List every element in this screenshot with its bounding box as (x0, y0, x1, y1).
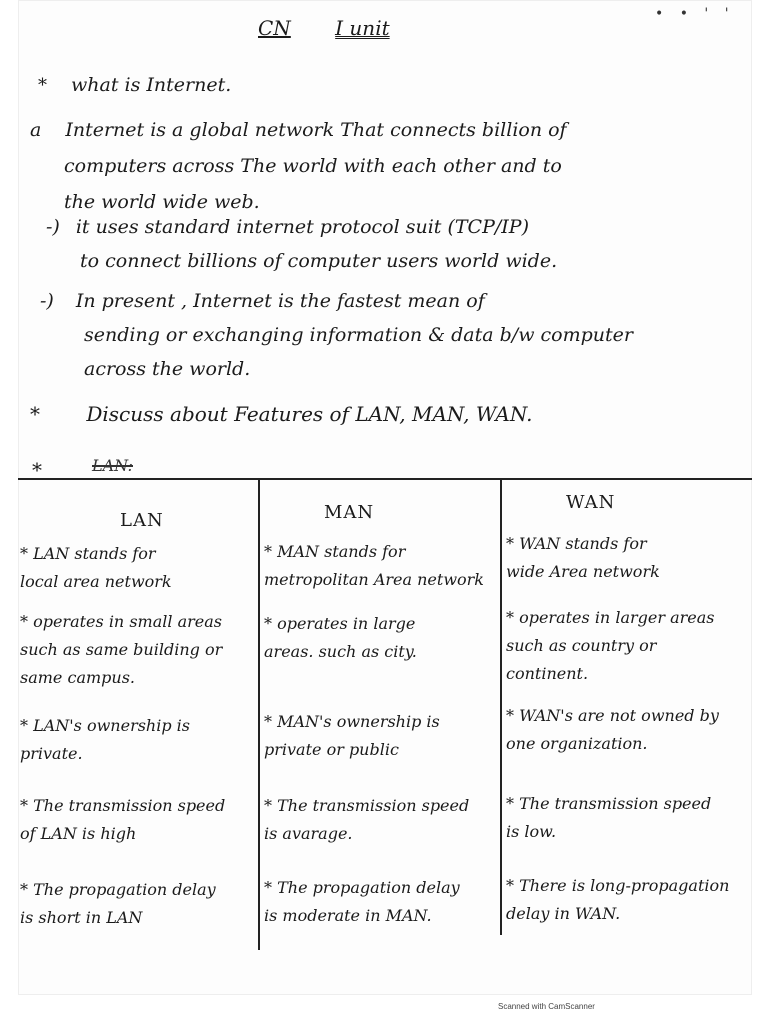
cell-line: * operates in small areas (20, 612, 222, 631)
cell-line: delay in WAN. (506, 904, 621, 923)
cell-line: is low. (506, 822, 557, 841)
point-protocol (46, 210, 557, 278)
cell-line: * LAN stands for (20, 544, 156, 563)
cell-line: * The transmission speed (20, 796, 226, 815)
answer-internet (30, 112, 567, 220)
answer-line-text: Internet is a global network That connects billion of (65, 119, 567, 141)
cell-line: * MAN stands for (264, 542, 406, 561)
table-cell (20, 540, 172, 596)
scanner-watermark: Scanned with CamScanner (498, 1002, 595, 1011)
table-cell (20, 712, 190, 768)
cell-line: * LAN's ownership is (20, 716, 190, 735)
cell-line: private. (20, 744, 83, 763)
cell-line: * WAN's are not owned by (506, 706, 719, 725)
cell-line: * The propagation delay (264, 878, 460, 897)
bullet: * (30, 402, 40, 426)
corner-marks: • • ' ' (655, 6, 735, 22)
point-present (40, 284, 633, 386)
table-cell (20, 876, 216, 932)
cell-line: private or public (264, 740, 399, 759)
answer-line: computers across The world with each other and to (64, 155, 562, 177)
bullet: -) (46, 216, 60, 238)
cell-line: such as country or (506, 636, 657, 655)
question-text: Discuss about Features of LAN, MAN, WAN. (86, 402, 533, 426)
cell-line: * The propagation delay (20, 880, 216, 899)
title-cn: CN (258, 16, 291, 40)
cell-line: such as same building or (20, 640, 223, 659)
bullet: * (38, 75, 47, 96)
cell-line: same campus. (20, 668, 135, 687)
table-cell (264, 610, 417, 666)
cell-line: * The transmission speed (506, 794, 712, 813)
point-line (40, 284, 633, 318)
cell-line: areas. such as city. (264, 642, 417, 661)
table-cell (506, 790, 711, 846)
cell-line: is short in LAN (20, 908, 143, 927)
title-unit: I unit (335, 16, 390, 40)
cell-line: wide Area network (506, 562, 660, 581)
cell-line: * MAN's ownership is (264, 712, 440, 731)
wan-column (504, 480, 752, 950)
point-line: sending or exchanging information & data b/w computer (84, 324, 633, 346)
cell-line: continent. (506, 664, 589, 683)
table-cell (506, 702, 719, 758)
point-line (46, 210, 557, 244)
bullet: a (30, 119, 42, 141)
cell-line: is moderate in MAN. (264, 906, 432, 925)
cell-line: * There is long-propagation (506, 876, 730, 895)
cell-line: local area network (20, 572, 172, 591)
question-features (30, 402, 532, 426)
column-heading-man: MAN (324, 502, 375, 523)
question-text: what is Internet. (71, 74, 232, 96)
table-cell (264, 538, 484, 594)
answer-line (30, 112, 567, 148)
cell-line: * operates in larger areas (506, 608, 715, 627)
point-line: to connect billions of computer users world wide. (80, 250, 558, 272)
point-line: across the world. (84, 358, 251, 380)
point-line-text: it uses standard internet protocol suit (TCP/IP) (75, 216, 529, 238)
struck-out-heading: LAN: (92, 456, 133, 475)
column-divider (258, 480, 260, 950)
lan-column (18, 480, 256, 950)
table-cell (264, 708, 440, 764)
question-internet (38, 74, 231, 96)
column-heading-lan: LAN (120, 510, 164, 531)
bullet: * (32, 458, 42, 482)
page-title (258, 16, 390, 40)
bullet: -) (40, 290, 54, 312)
table-cell (506, 530, 660, 586)
table-cell (20, 792, 225, 848)
column-heading-wan: WAN (566, 492, 616, 513)
column-divider (500, 480, 502, 935)
cell-line: * operates in large (264, 614, 416, 633)
table-cell (506, 604, 714, 688)
man-column (262, 480, 498, 950)
table-cell (264, 792, 469, 848)
cell-line: of LAN is high (20, 824, 137, 843)
cell-line: * WAN stands for (506, 534, 647, 553)
table-cell (20, 608, 222, 692)
table-cell (506, 872, 729, 928)
point-line-text: In present , Internet is the fastest mean of (75, 290, 485, 312)
cell-line: * The transmission speed (264, 796, 470, 815)
table-cell (264, 874, 460, 930)
answer-line: the world wide web. (64, 191, 260, 213)
cell-line: is avarage. (264, 824, 353, 843)
comparison-table (18, 478, 752, 960)
cell-line: metropolitan Area network (264, 570, 484, 589)
cell-line: one organization. (506, 734, 648, 753)
